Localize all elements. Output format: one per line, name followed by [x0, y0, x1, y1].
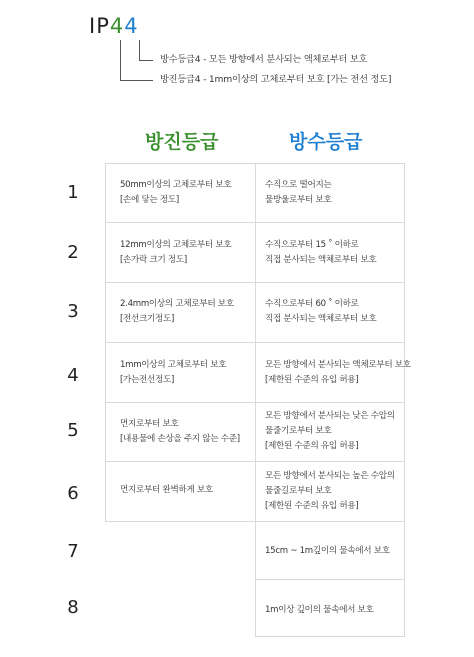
- dust-grade-description: 방진등급4 - 1mm이상의 고체로부터 보호 [가는 전선 정도]: [160, 74, 392, 85]
- cell-line: 직접 분사되는 액체로부터 보호: [265, 255, 377, 265]
- row-number: 5: [67, 420, 79, 441]
- row-divider: [105, 342, 405, 343]
- cell-line: [전선크기정도]: [120, 314, 175, 324]
- cell-line: 1mm이상의 고체로부터 보호: [120, 360, 227, 370]
- row-number: 1: [67, 182, 79, 203]
- dust-cell: [120, 417, 240, 447]
- row-number: 3: [67, 301, 79, 322]
- dust-cell: [120, 358, 226, 388]
- ip-prefix: IP: [89, 14, 110, 38]
- row-divider: [105, 282, 405, 283]
- cell-line: 1m이상 깊이의 물속에서 보호: [265, 605, 374, 615]
- row-number: 7: [67, 541, 79, 562]
- water-cell: [265, 409, 395, 454]
- cell-line: 2.4mm이상의 고체로부터 보호: [120, 299, 234, 309]
- cell-line: [손가락 크기 정도]: [120, 255, 187, 265]
- ip-water-digit: 4: [124, 14, 139, 38]
- cell-line: 물줄기로부터 보호: [265, 426, 332, 436]
- dust-cell: [120, 178, 231, 208]
- cell-line: 직접 분사되는 액체로부터 보호: [265, 314, 377, 324]
- row-number: 4: [67, 365, 79, 386]
- cell-line: [제한된 수준의 유입 허용]: [265, 375, 359, 385]
- cell-line: 모든 방향에서 분사되는 액체로부터 보호: [265, 360, 411, 370]
- cell-line: 수직으로 떨어지는: [265, 180, 332, 190]
- water-cell: [265, 358, 411, 388]
- table-middle-border: [255, 163, 256, 636]
- cell-line: 모든 방향에서 분사되는 높은 수압의: [265, 471, 395, 481]
- cell-line: 물줄길로부터 보호: [265, 486, 332, 496]
- dust-cell: [120, 483, 213, 498]
- ip-dust-digit: 4: [109, 14, 125, 38]
- row-divider: [105, 402, 405, 403]
- table-right-border: [404, 163, 405, 636]
- row-number: 6: [67, 483, 79, 504]
- cell-line: [제한된 수준의 유입 허용]: [265, 441, 359, 451]
- cell-line: [내용물에 손상을 주지 않는 수준]: [120, 434, 240, 444]
- row-divider: [105, 222, 405, 223]
- cell-line: 50mm이상의 고체로부터 보호: [120, 180, 232, 190]
- water-cell: [265, 178, 331, 208]
- table-top-border: [105, 163, 405, 164]
- row-number: 8: [67, 597, 79, 618]
- dust-column-header: 방진등급: [145, 131, 219, 153]
- cell-line: 먼지로부터 보호: [120, 419, 179, 429]
- cell-line: 수직으로부터 60 ˚ 이하로: [265, 299, 359, 309]
- cell-line: 먼지로부터 완벽하게 보호: [120, 485, 213, 495]
- cell-line: 수직으로부터 15 ˚ 이하로: [265, 240, 359, 250]
- ip-rating-title: [89, 14, 139, 38]
- row-number: 2: [67, 242, 79, 263]
- cell-line: 15cm ~ 1m깊이의 물속에서 보호: [265, 546, 390, 556]
- dust-cell: [120, 238, 231, 268]
- cell-line: 12mm이상의 고체로부터 보호: [120, 240, 232, 250]
- cell-line: [가는전선정도]: [120, 375, 175, 385]
- row-divider: [105, 521, 405, 522]
- water-cell: [265, 603, 374, 618]
- water-cell: [265, 469, 395, 514]
- water-column-header: 방수등급: [289, 131, 363, 153]
- water-grade-description: 방수등급4 - 모든 방향에서 분사되는 액체로부터 보호: [160, 54, 368, 65]
- table-bottom-border: [255, 636, 405, 637]
- cell-line: 모든 방향에서 분사되는 낮은 수압의: [265, 411, 395, 421]
- cell-line: [손에 닿는 정도]: [120, 195, 179, 205]
- cell-line: 물방울로부터 보호: [265, 195, 332, 205]
- dust-bracket-line: [120, 40, 153, 81]
- row-divider: [255, 579, 405, 580]
- cell-line: [제한된 수준의 유입 허용]: [265, 501, 359, 511]
- water-cell: [265, 297, 376, 327]
- water-cell: [265, 238, 376, 268]
- water-cell: [265, 544, 390, 559]
- row-divider: [105, 461, 405, 462]
- dust-cell: [120, 297, 234, 327]
